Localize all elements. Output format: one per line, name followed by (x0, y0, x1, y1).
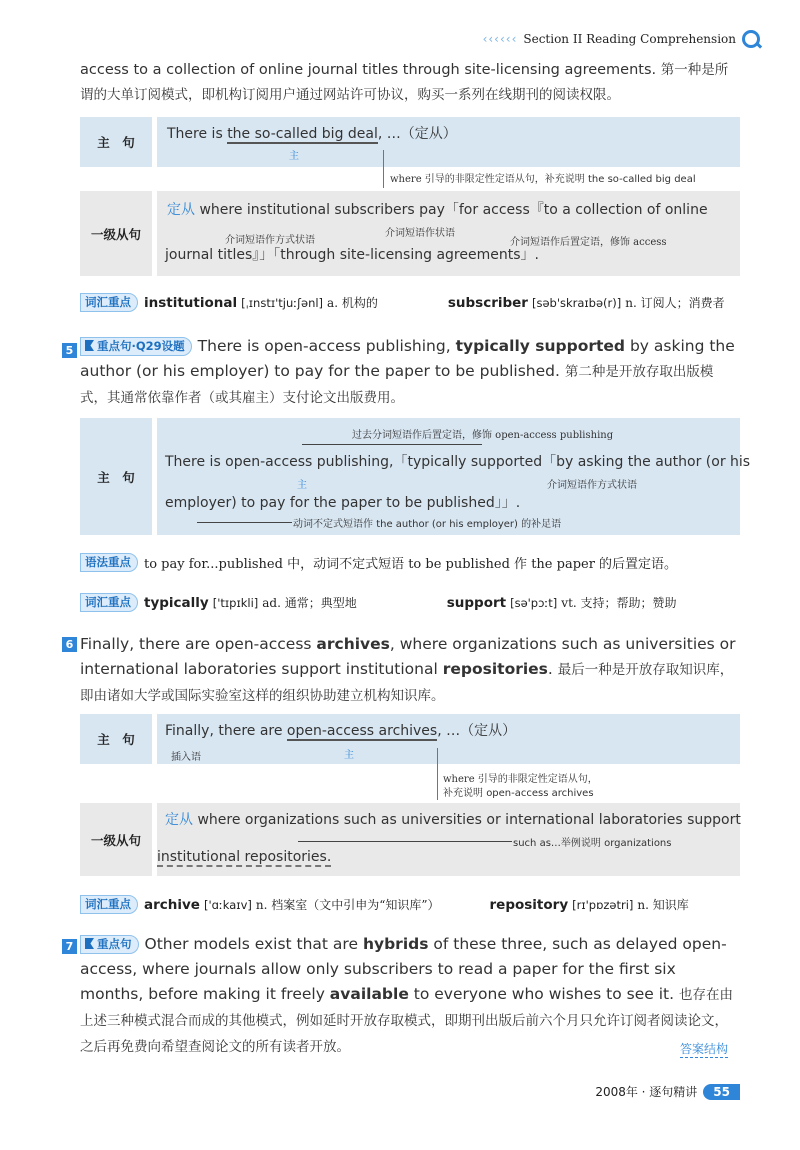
footer-text: 2008年 · 逐句精讲 (595, 1085, 698, 1099)
clause-type-tag: 定从 (167, 202, 195, 218)
note-zh: 的补足语 (517, 519, 562, 530)
side-annotation: 介词短语作方式状语 (547, 480, 637, 491)
main-line-2: employer) to pay for the paper to be published」」. (165, 495, 521, 511)
main-clause-box-3 (80, 714, 740, 764)
vocab-phonetic: [rɪ'pɒzətri] (572, 897, 634, 912)
subject-tag: 主 (344, 750, 354, 761)
text-segment: Finally, there are (165, 723, 287, 739)
bold-term: repositories (442, 660, 548, 678)
paragraph-zh: 也存在由上述三种模式混合而成的其他模式，例如延时开放存取模式，即期刊出版后前六个月只允许订阅者阅读论文，之后再免费向希望查阅论文的所有读者开放。 (80, 987, 733, 1055)
paragraph-en: There is open-access publishing, (197, 337, 456, 355)
main-clause-text (167, 123, 457, 143)
text-segment: , …（定从） (377, 126, 457, 142)
paragraph-en: to everyone who wishes to see it. (408, 985, 675, 1003)
vocab-definition: vt. 支持；帮助；赞助 (561, 596, 677, 610)
sub-line-text: where organizations such as universities or international laboratories support (197, 812, 741, 828)
text-segment: There is (167, 126, 228, 142)
connector-line (383, 150, 384, 188)
pill-text: 重点句·Q29设题 (97, 339, 185, 353)
running-header (483, 28, 760, 50)
sub-clause-line-2: journal titles』」「through site-licensing agreements」. (165, 247, 539, 263)
connector-line (437, 748, 438, 800)
vocab-definition: n. 知识库 (637, 898, 689, 912)
main-clause-box (80, 117, 740, 167)
bold-term: available (329, 985, 409, 1003)
sub-clause-box (80, 191, 740, 276)
vocab-word: subscriber (447, 294, 528, 311)
sub-clause-label: 一级从句 (80, 803, 152, 876)
bracket-line (197, 522, 292, 523)
sub-clause-body (157, 803, 740, 876)
vocab-definition: n. 订阅人；消费者 (625, 296, 725, 310)
bold-term: archives (316, 635, 390, 653)
vocab-word: support (446, 594, 507, 611)
grammar-pill: 语法重点 (80, 553, 138, 572)
clause-type-tag: 定从 (165, 812, 193, 828)
sub-clause-box-3 (80, 803, 740, 876)
paragraph-5 (80, 334, 740, 411)
sentence-number: 5 (62, 343, 77, 358)
page-footer (595, 1083, 740, 1100)
grammar-row (80, 553, 740, 572)
bold-term: typically supported (455, 337, 626, 355)
insertion-note: 插入语 (171, 752, 201, 763)
vocab-phonetic: [ˌɪnstɪ'tjuːʃənl] (241, 295, 324, 310)
sentence-number: 7 (62, 939, 77, 954)
note-zh: 补充说明 (443, 788, 487, 799)
vocab-word: repository (489, 896, 569, 913)
pill-text: 重点句 (97, 937, 132, 951)
sub-clause-label: 一级从句 (80, 191, 152, 276)
vocab-definition: ad. 通常；典型地 (262, 596, 357, 610)
main-line-1: There is open-access publishing,「typically supported「by asking the author (or his (165, 454, 751, 470)
vocab-definition: n. 档案室（文中引申为“知识库”） (255, 898, 440, 912)
paragraph-en: of these three, such as delayed open-access, where journals allow only subscribers to read a paper for the first six months, before making it freely (80, 935, 727, 1003)
vocab-row-3 (80, 895, 740, 914)
paragraph-en: Finally, there are open-access (80, 635, 317, 653)
sentence-number: 6 (62, 637, 77, 652)
main-clause-label: 主 句 (80, 418, 152, 535)
section-title: Section II Reading Comprehension (523, 32, 736, 46)
paragraph-6 (80, 632, 740, 709)
vocab-phonetic: [səb'skraɪbə(r)] (531, 295, 622, 310)
top-annotation: 过去分词短语作后置定语，修饰 open-access publishing (352, 430, 614, 441)
answer-structure-link[interactable]: 答案结构 (680, 1042, 729, 1056)
vocab-word: archive (144, 896, 200, 913)
note-en: the so-called big deal (587, 174, 696, 185)
vocab-word: typically (144, 594, 209, 611)
flag-icon (85, 340, 94, 351)
paragraph-en: Other models exist that are (144, 935, 363, 953)
flag-icon (85, 938, 94, 949)
paragraph-zh: 第二种是开放存取出版模式，其通常依靠作者（或其雇主）支付论文出版费用。 (80, 364, 714, 406)
vocab-pill: 词汇重点 (80, 593, 138, 612)
sub-clause-line-1 (167, 199, 708, 219)
vocab-phonetic: ['ɑːkaɪv] (203, 897, 252, 912)
paragraph-zh: 第一种是所谓的大单订阅模式，即机构订阅用户通过网站许可协议，购买一系列在线期刊的阅读权限。 (80, 62, 729, 103)
vocab-row-1 (80, 293, 740, 312)
key-sentence-pill (80, 337, 192, 356)
sub-clause-body (157, 191, 740, 276)
search-logo-icon (742, 30, 760, 48)
vocab-phonetic: [sə'pɔːt] (510, 595, 558, 610)
paragraph-en: by asking the author (or his employer) to pay for the paper to be published. (80, 337, 735, 380)
vocab-pill: 词汇重点 (80, 895, 138, 914)
main-clause-body (157, 117, 740, 167)
main-clause-label: 主 句 (80, 117, 152, 167)
bottom-annotation (293, 515, 561, 530)
annotation-c: 介词短语作后置定语，修饰 access (510, 237, 667, 248)
bracket-line (298, 841, 512, 842)
note-en: the author (or his employer) (376, 519, 518, 530)
paragraph-en: . (547, 660, 553, 678)
clause-note-2 (443, 784, 594, 799)
text-segment: , …（定从） (437, 723, 517, 739)
note-en: open-access archives (486, 788, 594, 799)
sub-clause-line-2: institutional repositories. (157, 849, 332, 865)
note-zh: where 引导的非限定性定语从句，补充说明 (390, 174, 588, 185)
main-clause-body (157, 714, 740, 764)
main-clause-body (157, 418, 751, 535)
sub-line-text: where institutional subscribers pay「for access『to a collection of online (199, 202, 708, 218)
vocab-word: institutional (144, 294, 238, 311)
paragraph-en: access to a collection of online journal titles through site-licensing agreements. (80, 62, 657, 78)
note-zh: 举例说明 (560, 838, 605, 849)
note-en: such as… (513, 838, 561, 849)
note-zh: 动词不定式短语作 (293, 519, 377, 530)
note-en: organizations (604, 838, 672, 849)
main-clause-box-2 (80, 418, 751, 535)
vocab-pill: 词汇重点 (80, 293, 138, 312)
annotation-b: 介词短语作状语 (385, 228, 455, 239)
main-clause-label: 主 句 (80, 714, 152, 764)
subject-underline: open-access archives (286, 723, 438, 739)
subject-tag: 主 (289, 151, 299, 162)
grammar-text: to pay for...published 中，动词不定式短语 to be published 作 the paper 的后置定语。 (144, 557, 678, 572)
paragraph-en: , where organizations such as universities or international laboratories support institutional (80, 635, 736, 678)
subject-underline: the so-called big deal (227, 126, 378, 142)
annotation-a: 介词短语作方式状语 (225, 235, 315, 246)
paragraph-zh: 最后一种是开放存取知识库，即由诸如大学或国际实验室这样的组织协助建立机构知识库。 (80, 662, 734, 704)
header-arrows: ‹‹‹‹‹‹ (482, 32, 518, 46)
sub-clause-line-1 (165, 809, 741, 829)
such-as-note (513, 834, 671, 849)
vocab-definition: a. 机构的 (327, 296, 378, 310)
clause-note-1: where 引导的非限定性定语从句， (443, 774, 598, 785)
clause-note (390, 170, 696, 185)
subject-tag: 主 (297, 480, 307, 491)
main-clause-text (165, 720, 516, 740)
page-number: 55 (703, 1084, 740, 1100)
paragraph-7 (80, 932, 740, 1060)
paragraph-continued (80, 58, 740, 108)
vocab-row-2 (80, 593, 740, 612)
vocab-phonetic: ['tɪpɪkli] (212, 595, 259, 610)
key-sentence-pill (80, 935, 139, 954)
bracket-line (302, 444, 482, 445)
bold-term: hybrids (362, 935, 429, 953)
